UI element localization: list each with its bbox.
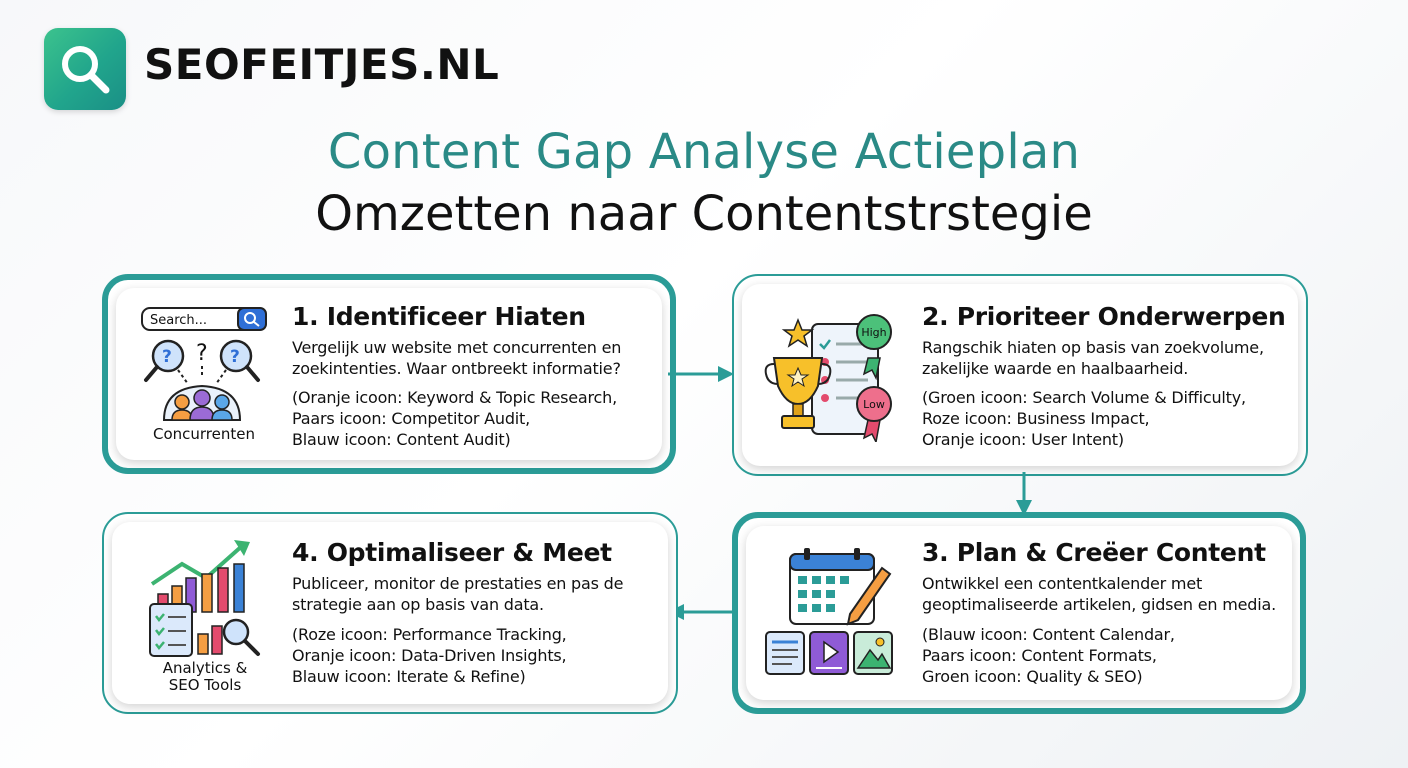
step-3-title: 3. Plan & Creëer Content (922, 538, 1266, 567)
step-1-icons (292, 387, 617, 450)
prioritize-illustration (764, 312, 900, 442)
step-2-icons-line: Oranje icoon: User Intent) (922, 430, 1124, 449)
svg-text:?: ? (162, 347, 172, 367)
step-3-icons (922, 624, 1175, 687)
svg-text:?: ? (230, 347, 240, 367)
step-4-icons-line: Blauw icoon: Iterate & Refine) (292, 667, 526, 686)
badge-high-text: High (861, 326, 887, 339)
page-title: Content Gap Analyse Actieplan (327, 124, 1081, 180)
illus-label-analytics (146, 660, 264, 694)
step-2-icons-line: Roze icoon: Business Impact, (922, 409, 1150, 428)
analytics-illustration (146, 538, 264, 694)
step-2-desc-line: Rangschik hiaten op basis van zoekvolume, (922, 338, 1264, 357)
step-3-desc-line: geoptimaliseerde artikelen, gidsen en media. (922, 595, 1276, 614)
step-3-icons-line: (Blauw icoon: Content Calendar, (922, 625, 1175, 644)
step-2-icons-line: (Groen icoon: Search Volume & Difficulty, (922, 388, 1246, 407)
step-4-title: 4. Optimaliseer & Meet (292, 538, 612, 567)
step-4-desc-line: strategie aan op basis van data. (292, 595, 544, 614)
brand-logo (44, 28, 126, 110)
competitor-research-illustration (138, 304, 270, 444)
step-4-desc-line: Publiceer, monitor de prestaties en pas de (292, 574, 624, 593)
illus-label-competitors: Concurrenten (152, 425, 255, 443)
page-subtitle: Omzetten naar Contentstrstegie (315, 186, 1093, 242)
step-1-icons-line: Paars icoon: Competitor Audit, (292, 409, 531, 428)
illus-label-line: Analytics & (162, 659, 248, 677)
step-3-icons-line: Groen icoon: Quality & SEO) (922, 667, 1143, 686)
step-1-desc-line: zoekintenties. Waar ontbreekt informatie? (292, 359, 621, 378)
illus-label-line: SEO Tools (168, 676, 242, 694)
step-2-desc (922, 337, 1264, 379)
step-3-desc-line: Ontwikkel een contentkalender met (922, 574, 1203, 593)
step-4-icons-line: (Roze icoon: Performance Tracking, (292, 625, 567, 644)
step-1-title: 1. Identificeer Hiaten (292, 302, 586, 331)
step-1-desc (292, 337, 621, 379)
step-3-icons-line: Paars icoon: Content Formats, (922, 646, 1157, 665)
svg-text:?: ? (196, 341, 208, 366)
step-4-desc (292, 573, 623, 615)
content-calendar-illustration (764, 546, 896, 678)
arrow-right-icon (668, 364, 736, 384)
step-2-title: 2. Prioriteer Onderwerpen (922, 302, 1286, 331)
step-2-icons (922, 387, 1246, 450)
badge-low-text: Low (863, 398, 885, 411)
step-2-desc-line: zakelijke waarde en haalbaarheid. (922, 359, 1189, 378)
step-4-icons-line: Oranje icoon: Data-Driven Insights, (292, 646, 567, 665)
step-1-desc-line: Vergelijk uw website met concurrenten en (292, 338, 622, 357)
brand-name: SEOFEITJES.NL (144, 40, 500, 89)
search-box-text: Search... (150, 313, 208, 328)
step-1-icons-line: Blauw icoon: Content Audit) (292, 430, 511, 449)
step-4-icons (292, 624, 567, 687)
magnifier-icon (56, 40, 114, 98)
step-3-desc (922, 573, 1276, 615)
step-1-icons-line: (Oranje icoon: Keyword & Topic Research, (292, 388, 617, 407)
